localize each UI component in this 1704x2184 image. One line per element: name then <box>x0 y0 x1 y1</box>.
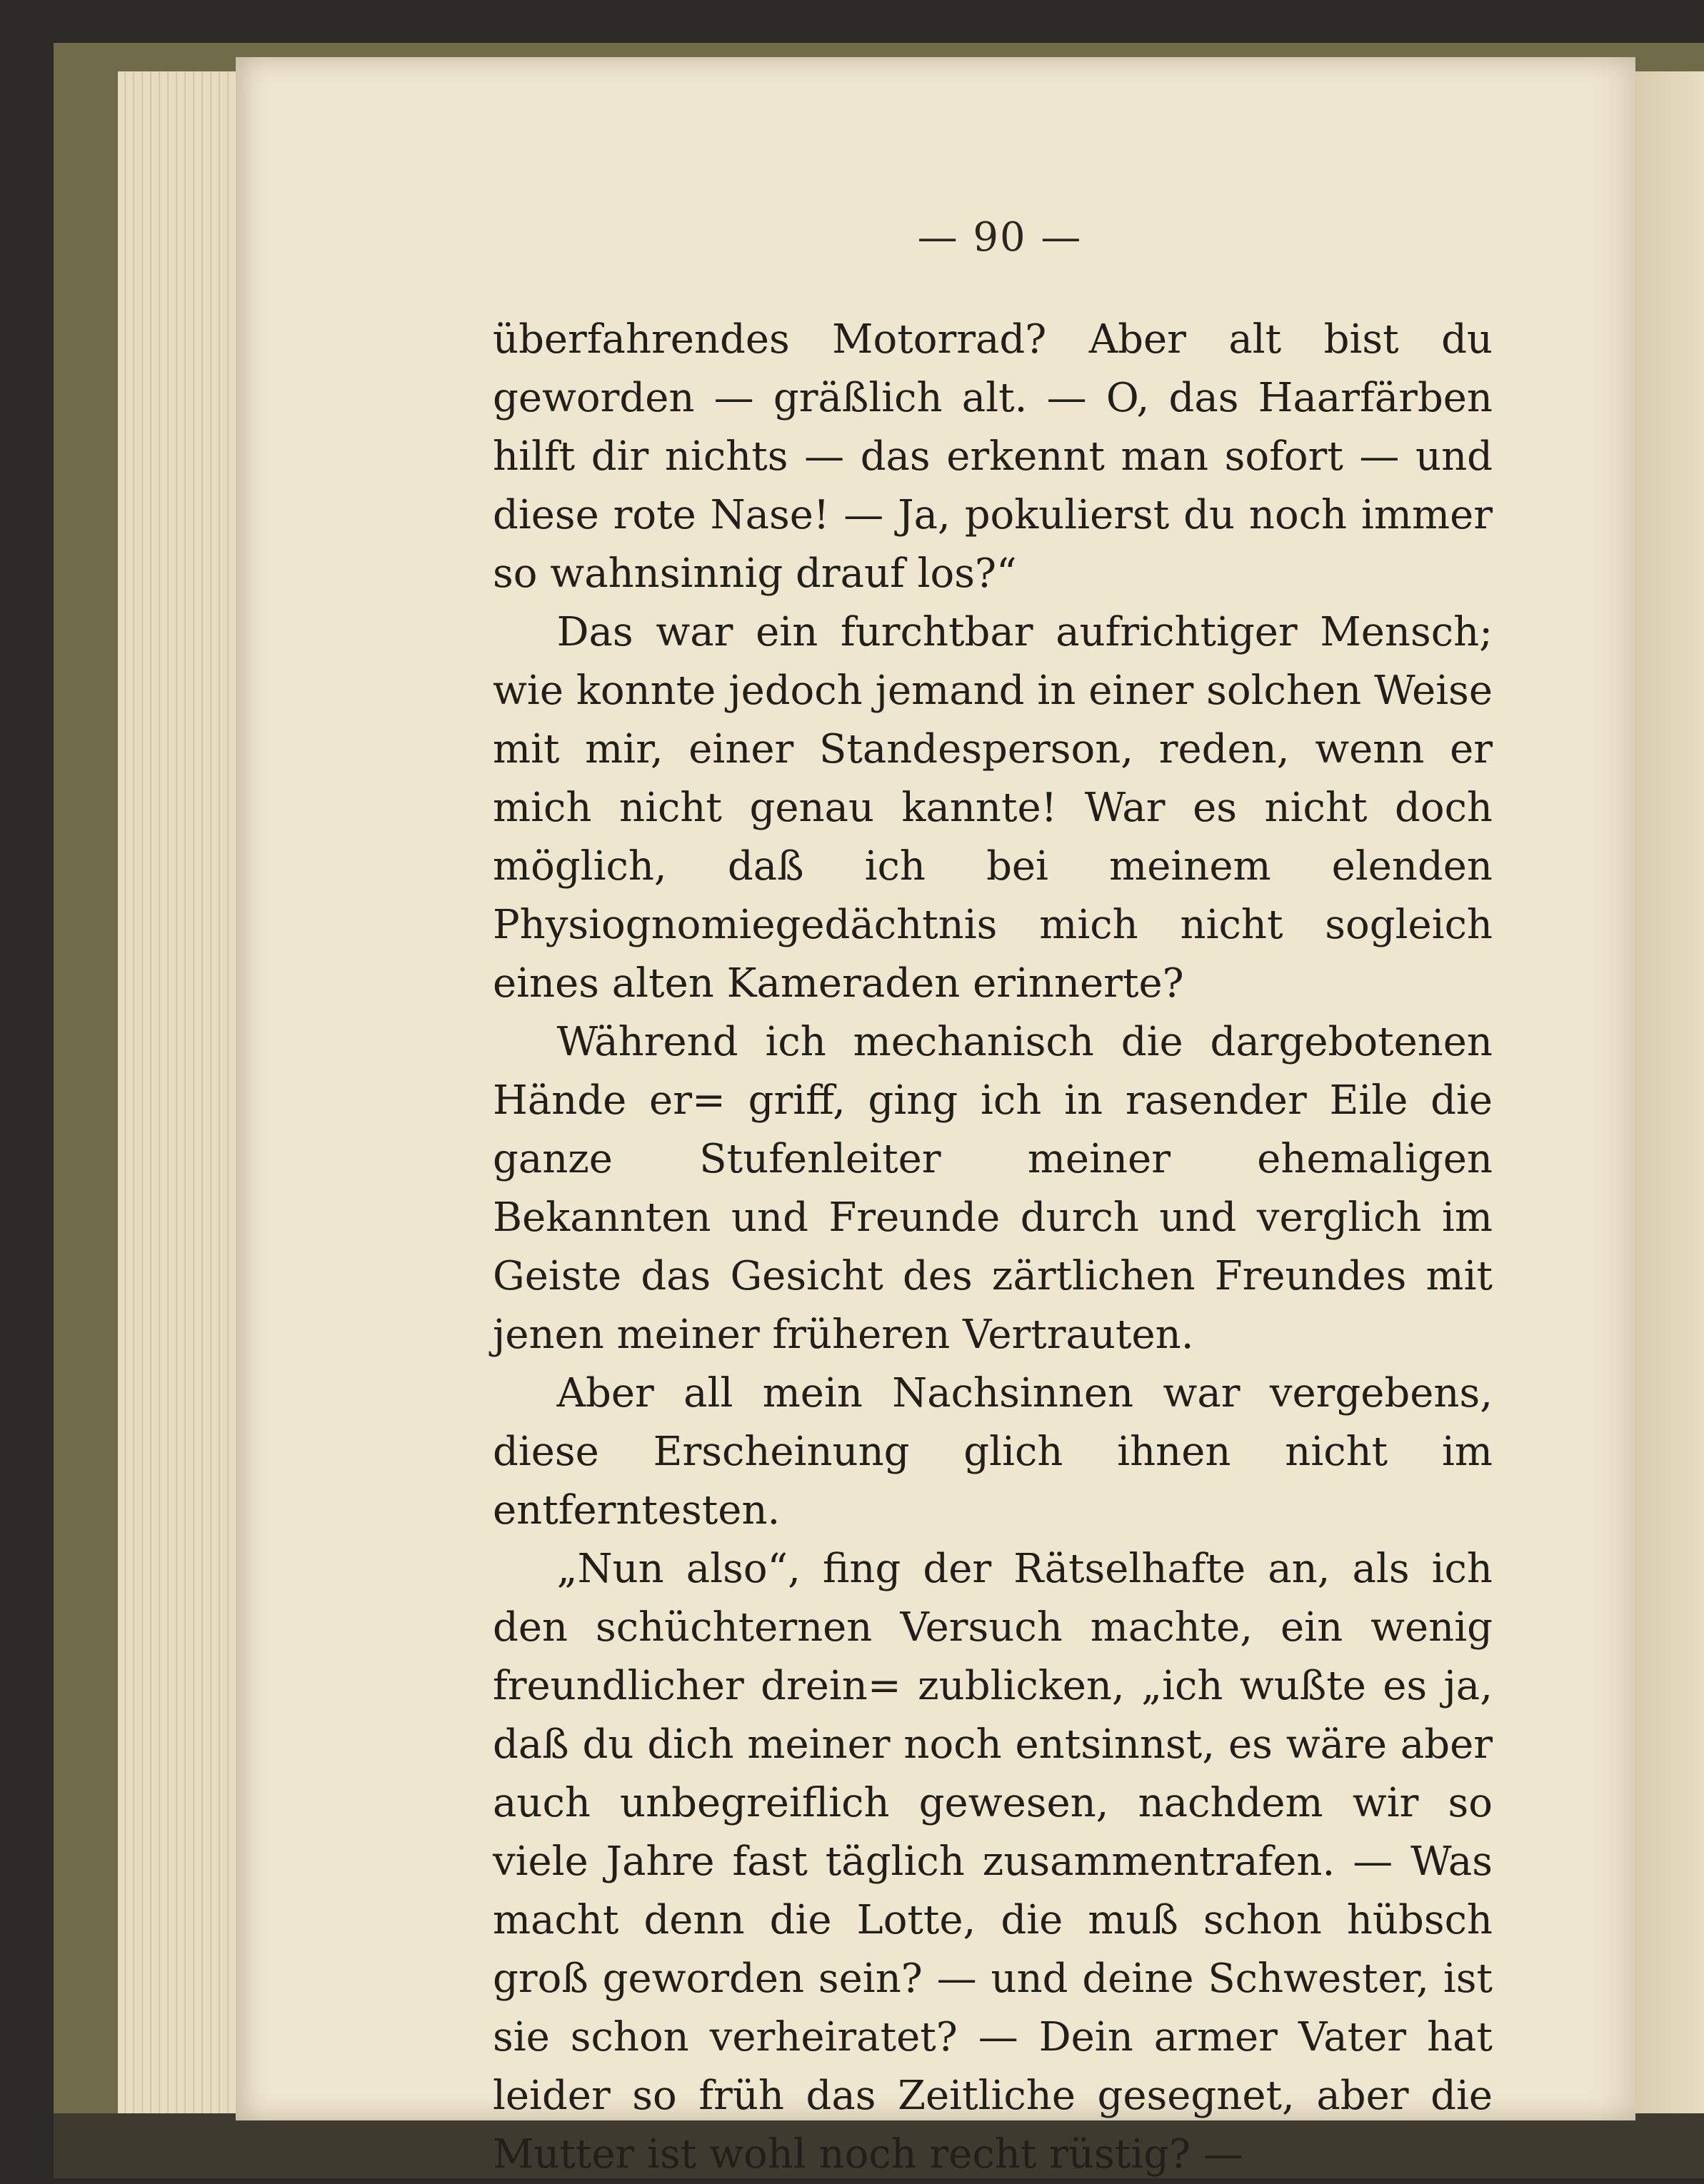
paragraph-2: Das war ein furchtbar aufrichtiger Mensch; wie konnte jedoch jemand in einer solchen Weise mit mir, einer Standesperson, reden, wenn er mich nicht genau kannte! War es nicht doch möglich, daß ich bei meinem elenden Physiognomiegedächtnis mich nicht sogleich eines alten Kameraden erinnerte? <box>493 609 1493 1007</box>
page-number: — 90 — <box>917 214 1083 261</box>
page-stack-edges <box>118 71 243 2113</box>
paragraph-4: Aber all mein Nachsinnen war vergebens, diese Erscheinung glich ihnen nicht im entferntesten. <box>493 1370 1493 1534</box>
paragraph-1: überfahrendes Motorrad? Aber alt bist du geworden — gräßlich alt. — O, das Haarfärben hilft dir nichts — das erkennt man sofort — und diese rote Nase! — Ja, pokulierst du noch immer so wahnsinnig drauf los?“ <box>493 316 1493 597</box>
paragraph-3: Während ich mechanisch die dargebotenen Hände er= griff, ging ich in rasender Eile die ganze Stufenleiter meiner ehemaligen Bekannten und Freunde durch und verglich im Geiste das Gesicht des zärtlichen Freundes mit jenen meiner früheren Vertrauten. <box>493 1019 1493 1358</box>
page-text <box>493 311 1493 2184</box>
paragraph-5: „Nun also“, fing der Rätselhafte an, als ich den schüchternen Versuch machte, ein wenig freundlicher drein= zublicken, „ich wußte es ja, daß du dich meiner noch entsinnst, es wäre aber auch unbegreiflich gewesen, nachdem wir so viele Jahre fast täglich zusammentrafen. — Was macht denn die Lotte, die muß schon hübsch groß geworden sein? — und deine Schwester, ist sie schon verheiratet? — Dein armer Vater hat leider so früh das Zeitliche gesegnet, aber die Mutter ist wohl noch recht rüstig? — <box>493 1546 1493 2178</box>
facing-page-edge <box>1635 71 1704 2113</box>
